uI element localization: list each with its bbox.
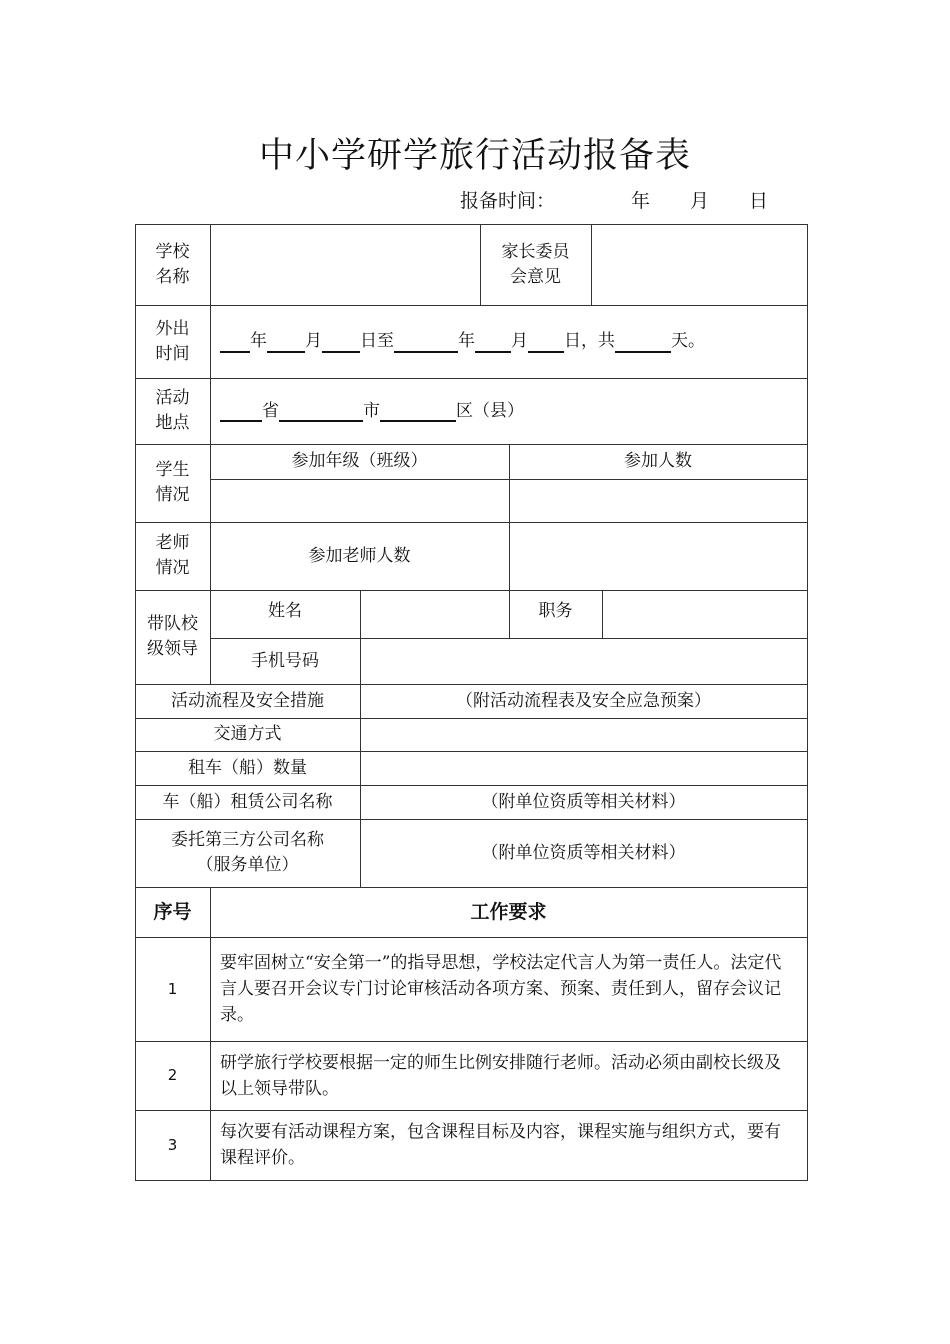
process-field[interactable]: （附活动流程表及安全应急预案） [456,690,711,711]
third-party-label: 委托第三方公司名称 （服务单位） [171,830,324,875]
rental-company-label: 车（船）租赁公司名称 [162,791,333,812]
report-date-month: 月 [690,190,710,212]
leader-phone-label: 手机号码 [251,650,319,671]
requirement-text: 要牢固树立“安全第一”的指导思想，学校法定代言人为第一责任人。法定代言人要召开会议专门讨论审核活动各项方案、预案、责任到人，留存会议记录。 [220,953,782,1025]
rental-count-field[interactable] [360,751,807,785]
report-date-label: 报备时间： [460,190,556,212]
parent-committee-label: 家长委员 会意见 [501,241,570,287]
school-label: 学校 名称 [155,241,190,287]
leader-name-field[interactable] [360,590,509,638]
requirements-no-header: 序号 [153,900,192,923]
student-count-header: 参加人数 [624,451,692,471]
third-party-field[interactable]: （附单位资质等相关材料） [481,842,686,863]
requirement-text: 每次要有活动课程方案，包含课程目标及内容，课程实施与组织方式，要有课程评价。 [220,1122,781,1168]
page-title: 中小学研学旅行活动报备表 [258,136,691,176]
rental-company-field[interactable]: （附单位资质等相关材料） [481,791,686,812]
rental-count-label: 租车（船）数量 [188,757,307,778]
leader-position-label: 职务 [538,600,573,621]
report-date-day: 日 [749,190,769,212]
school-name-field[interactable] [210,224,480,305]
leader-label: 带队校 级领导 [147,614,198,659]
process-label: 活动流程及安全措施 [171,690,324,711]
parent-committee-field[interactable] [591,224,807,305]
outing-time-label: 外出 时间 [155,318,190,364]
grade-field[interactable] [210,479,509,522]
outing-time-field[interactable]: 年 月 日至 年 月 日，共 天。 [220,305,805,378]
transport-field[interactable] [360,718,807,751]
location-label: 活动 地点 [155,388,190,433]
report-date-year: 年 [631,190,651,212]
report-date-line [460,186,768,213]
teacher-count-label: 参加老师人数 [308,545,411,566]
grade-header: 参加年级（班级） [291,451,428,471]
leader-position-field[interactable] [602,590,807,638]
transport-label: 交通方式 [213,724,282,744]
teacher-count-field[interactable] [509,522,807,590]
location-field[interactable]: 省 市 区（县） [220,378,805,444]
students-label: 学生 情况 [155,460,190,505]
requirement-text: 研学旅行学校要根据一定的师生比例安排随行老师。活动必须由副校长级及以上领导带队。 [220,1052,781,1099]
requirement-no: 1 [167,979,178,998]
leader-name-label: 姓名 [268,600,302,621]
teachers-label: 老师 情况 [155,533,190,578]
requirement-no: 2 [167,1066,178,1084]
student-count-field[interactable] [509,479,807,522]
requirement-no: 3 [167,1135,178,1154]
requirements-header: 工作要求 [470,900,547,923]
leader-phone-field[interactable] [360,638,807,684]
